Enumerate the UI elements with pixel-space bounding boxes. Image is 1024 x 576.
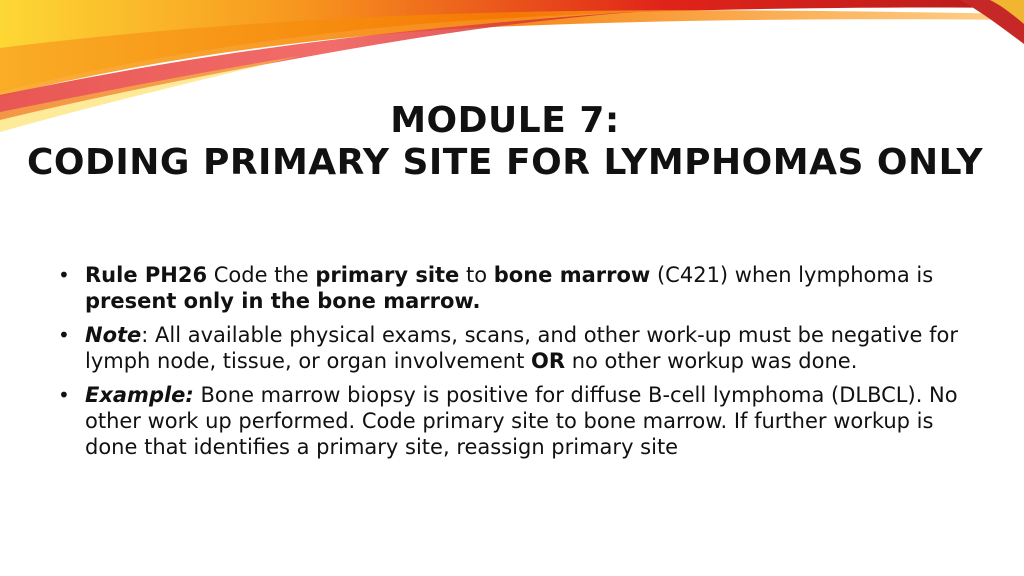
text-run: Code the: [207, 263, 316, 287]
bullet-dot: •: [58, 323, 70, 347]
bullet-item-rule: [58, 262, 958, 314]
bullet-dot: •: [58, 263, 70, 287]
note-label: Note: [85, 323, 142, 347]
text-run: (C421) when lymphoma is: [650, 263, 934, 287]
bullet-item-note: [58, 322, 958, 374]
rule-id: Rule PH26: [85, 263, 208, 287]
emphasis-or: OR: [530, 349, 566, 373]
bullet-dot: •: [58, 383, 70, 407]
bullet-list: [58, 262, 958, 468]
text-run: no other workup was done.: [565, 349, 858, 373]
bullet-item-example: [58, 382, 958, 460]
emphasis-primary-site: primary site: [315, 263, 460, 287]
example-label: Example:: [85, 383, 194, 407]
bullet-text: [85, 323, 958, 373]
text-run: Bone marrow biopsy is positive for diffuse B-cell lymphoma (DLBCL). No other work up performed. Code primary site to bone marrow. If further workup is done that identifies a primary site, reassign primary site: [85, 383, 958, 459]
emphasis-present-only: present only in the bone marrow.: [85, 289, 481, 313]
slide-title-line-1: MODULE 7:: [390, 100, 620, 142]
bullet-text: [85, 263, 933, 313]
bullet-text: [85, 383, 958, 459]
text-run: : All available physical exams, scans, and other work-up must be negative for lymph node, tissue, or organ involvement: [85, 323, 958, 373]
text-run: to: [459, 263, 494, 287]
emphasis-bone-marrow: bone marrow: [493, 263, 651, 287]
slide-title: [0, 100, 1010, 184]
slide-title-line-2: CODING PRIMARY SITE FOR LYMPHOMAS ONLY: [26, 142, 984, 184]
